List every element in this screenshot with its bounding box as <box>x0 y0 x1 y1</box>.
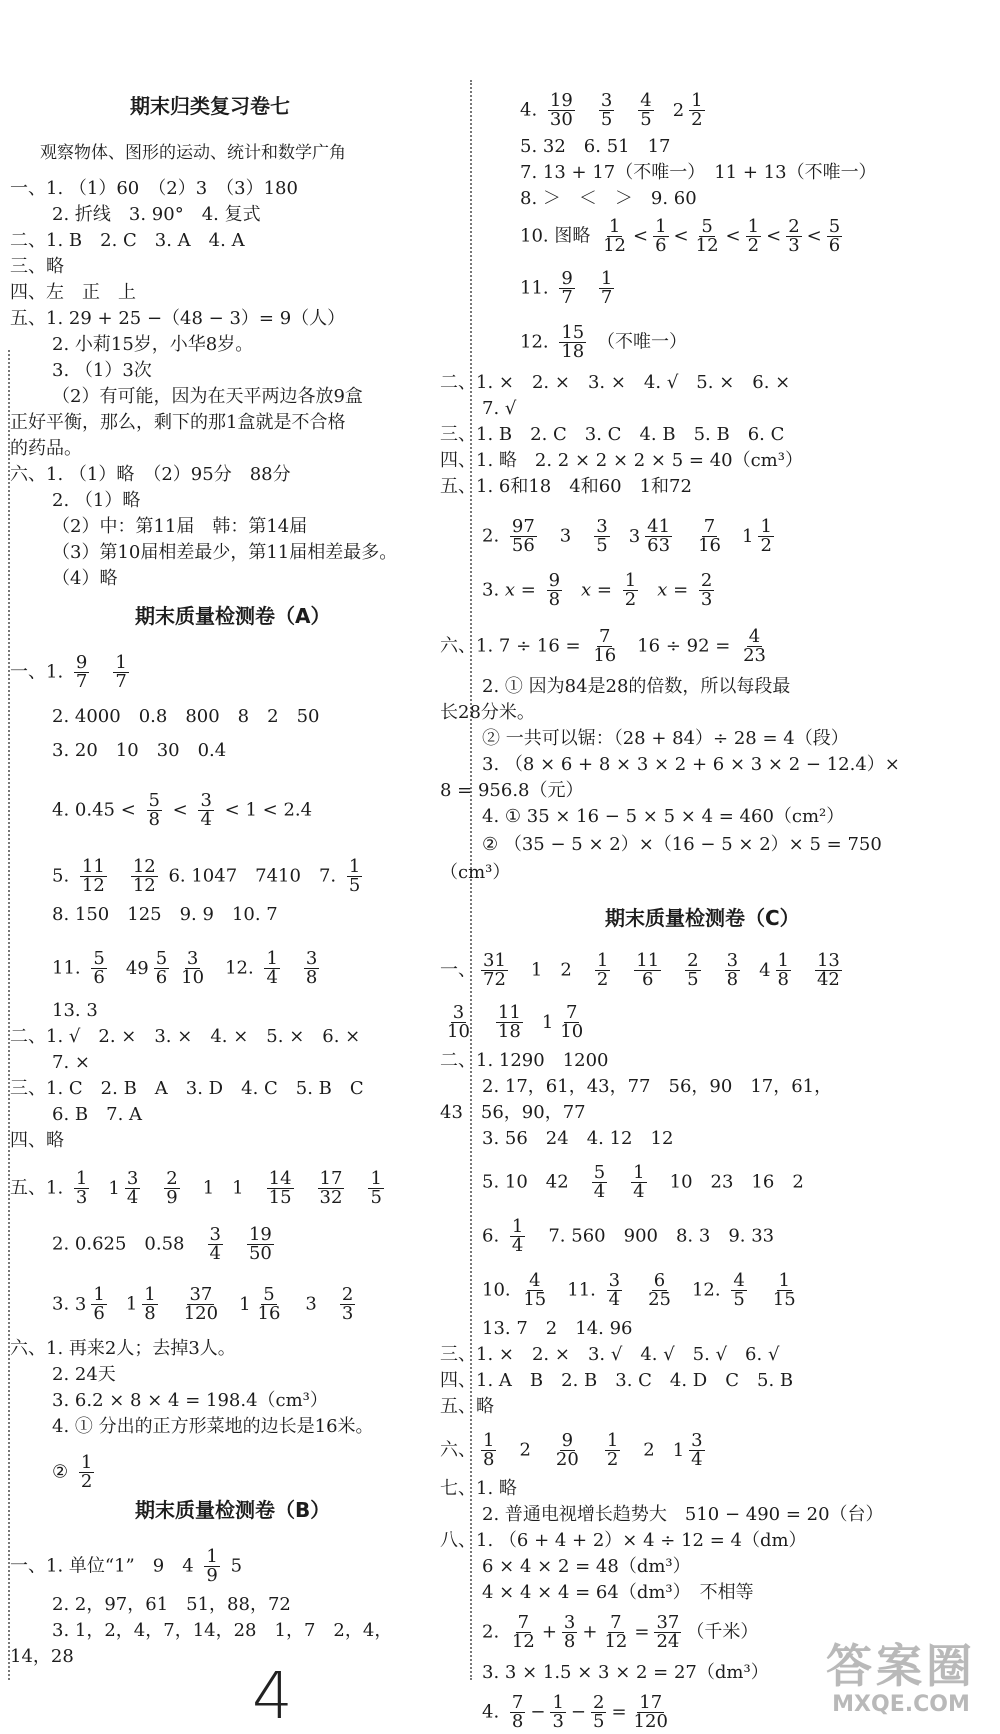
answer-line: 二、1. 1290 1200 <box>440 1050 609 1071</box>
answer-line: 4. 0.45 < $\frac{5}{8}$ < $\frac{3}{4}$ < 1 < 2.4 <box>52 790 313 830</box>
answer-line: 3. （1）3次 <box>52 360 152 381</box>
answer-line: 2. 普通电视增长趋势大 510 − 490 = 20（台） <box>482 1504 884 1525</box>
answer-line: 2. 0.625 0.58 $\frac{3}{4}$ $\frac{19}{50}$ <box>52 1224 272 1264</box>
answer-line: 六、 $\frac{1}{8}$ 2 $\frac{9}{20}$ $\frac{1}{2}$ 2 1 $\frac{3}{4}$ <box>440 1430 703 1470</box>
answer-line: 4. $\frac{19}{30}$ $\frac{3}{5}$ $\frac{4}{5}$ 2 $\frac{1}{2}$ <box>520 90 703 130</box>
answer-line: 长28分米。 <box>440 702 535 723</box>
answer-line: 2. 小莉15岁，小华8岁。 <box>52 334 254 355</box>
answer-line: 6 × 4 × 2 = 48（dm³） <box>482 1556 691 1577</box>
answer-line: 11. $\frac{9}{7}$ $\frac{1}{7}$ <box>520 268 613 308</box>
left-margin-dotted-line <box>8 350 10 1680</box>
answer-line: 2. 4000 0.8 800 8 2 50 <box>52 706 320 727</box>
answer-line: （3）第10届相差最少，第11届相差最多。 <box>52 542 398 563</box>
answer-line: 5. $\frac{11}{12}$ $\frac{12}{12}$ 6. 1047 7410 7. $\frac{1}{5}$ <box>52 856 361 896</box>
answer-line: 3. 1，2，4，7，14，28 1，7 2，4， <box>52 1620 393 1641</box>
answer-line: 三、1. B 2. C 3. C 4. B 5. B 6. C <box>440 424 785 445</box>
answer-line: 10. $\frac{4}{15}$ 11. $\frac{3}{4}$ $\frac{6}{25}$ 12. $\frac{4}{5}$ $\frac{1}{15}$ <box>482 1270 796 1310</box>
answer-label: 一、1. 单位“1” 9 4 <box>10 1555 194 1577</box>
answer-line: 一、 $\frac{31}{72}$ 1 2 $\frac{1}{2}$ $\frac{11}{6}$ $\frac{2}{5}$ $\frac{3}{8}$ 4 $\frac{1}{8}$ $\frac{13}{42}$ <box>440 950 840 990</box>
answer-line: 8 = 956.8（元） <box>440 780 584 801</box>
answer-line: 四、1. 略 2. 2 × 2 × 2 × 5 = 40（cm³） <box>440 450 803 471</box>
answer-line: 3. 6.2 × 8 × 4 = 198.4（cm³） <box>52 1390 328 1411</box>
answer-line: 5. 32 6. 51 17 <box>520 136 671 157</box>
answer-line: 2. 折线 3. 90° 4. 复式 <box>52 204 261 225</box>
answer-line: 一、1. （1）60 （2）3 （3）180 <box>10 178 298 199</box>
watermark <box>826 1630 976 1717</box>
answer-line: 6. B 7. A <box>52 1104 143 1125</box>
answer-line: 8. 150 125 9. 9 10. 7 <box>52 904 278 925</box>
answer-line: 43 56，90，77 <box>440 1102 586 1123</box>
answer-line: 四、1. A B 2. B 3. C 4. D C 5. B <box>440 1370 794 1391</box>
answer-line: 六、1. （1）略 （2）95分 88分 <box>10 464 291 485</box>
answer-line: 三、略 <box>10 256 64 277</box>
examB-title: 期末质量检测卷（B） <box>135 1498 331 1522</box>
answer-line: 三、1. × 2. × 3. √ 4. √ 5. √ 6. √ <box>440 1344 780 1365</box>
answer-line: 3. 3 × 1.5 × 3 × 2 = 27（dm³） <box>482 1662 769 1683</box>
answer-line: 六、1. 7 ÷ 16 = $\frac{7}{16}$ 16 ÷ 92 = $\frac{4}{23}$ <box>440 626 766 666</box>
answer-line: 4. ① 分出的正方形菜地的边长是16米。 <box>52 1416 374 1437</box>
answer-line: 2. 17，61，43，77 56，90 17，61， <box>482 1076 833 1097</box>
answer-line: 8. ＞ ＜ ＞ 9. 60 <box>520 188 697 209</box>
answer-line: 12. $\frac{15}{18}$ （不唯一） <box>520 322 687 362</box>
answer-line: 2. $\frac{97}{56}$ 3 $\frac{3}{5}$ 3 $\frac{41}{63}$ $\frac{7}{16}$ 1 $\frac{1}{2}$ <box>482 516 772 556</box>
answer-line: 11. $\frac{5}{6}$ 49 $\frac{5}{6}$ $\frac{3}{10}$ 12. $\frac{1}{4}$ $\frac{3}{8}$ <box>52 948 318 988</box>
answer-line: 四、略 <box>10 1130 64 1151</box>
answer-line: 2. （1）略 <box>52 490 141 511</box>
answer-line: 2. 2，97，61 51，88，72 <box>52 1594 291 1615</box>
answer-line: ② $\frac{1}{2}$ <box>52 1452 93 1492</box>
answer-label: 10. 图略 <box>520 225 591 247</box>
answer-line: 三、1. C 2. B A 3. D 4. C 5. B C <box>10 1078 364 1099</box>
answer-line: ② （35 − 5 × 2）×（16 − 5 × 2）× 5 = 750 <box>482 834 882 855</box>
answer-line: 二、1. B 2. C 3. A 4. A <box>10 230 245 251</box>
examA-title: 期末质量检测卷（A） <box>135 604 331 628</box>
answer-line: 5. 10 42 $\frac{5}{4}$ $\frac{1}{4}$ 10 23 16 2 <box>482 1162 804 1202</box>
answer-line: 四、左 正 上 <box>10 282 136 303</box>
answer-line: 七、1. 略 <box>440 1478 517 1499</box>
answer-line: 正好平衡，那么，剩下的那1盒就是不合格 <box>10 412 346 433</box>
answer-line: 一、1. $\frac{9}{7}$ $\frac{1}{7}$ <box>10 652 127 692</box>
answer-line: 八、1. （6 + 4 + 2）× 4 ÷ 12 = 4（dm） <box>440 1530 807 1551</box>
answer-line: 4 × 4 × 4 = 64（dm³） 不相等 <box>482 1582 754 1603</box>
answer-line: 7. 13 + 17（不唯一） 11 + 13（不唯一） <box>520 162 877 183</box>
answer-line: （2）有可能，因为在天平两边各放9盒 <box>52 386 363 407</box>
page-number: 4 <box>252 1660 293 1734</box>
answer-line: 六、1. 再来2人；去掉3人。 <box>10 1338 236 1359</box>
answer-line: 五、略 <box>440 1396 494 1417</box>
answer-line: 3. 3 $\frac{1}{6}$ 1 $\frac{1}{8}$ $\frac{37}{120}$ 1 $\frac{5}{16}$ 3 $\frac{2}{3}$ <box>52 1284 354 1324</box>
answer-line: ② 一共可以锯：（28 + 84）÷ 28 = 4（段） <box>482 728 849 749</box>
answer-line: 6. $\frac{1}{4}$ 7. 560 900 8. 3 9. 33 <box>482 1216 775 1256</box>
answer-line: 7. × <box>52 1052 90 1073</box>
examC-title: 期末质量检测卷（C） <box>605 906 800 930</box>
answer-line: 14，28 <box>10 1646 74 1667</box>
answer-line: （cm³） <box>440 862 511 883</box>
answer-line: （4）略 <box>52 568 118 589</box>
answer-line: 一、1. 单位“1” 9 4 $\frac{1}{9}$ 5 <box>10 1546 243 1586</box>
answer-line: 3. 56 24 4. 12 12 <box>482 1128 674 1149</box>
answer-label: ② <box>52 1461 69 1483</box>
answer-line: 4. ① 35 × 16 − 5 × 5 × 4 = 460（cm²） <box>482 806 845 827</box>
watermark-logo: 答案圈 <box>826 1639 976 1693</box>
answer-line: 7. √ <box>482 398 517 419</box>
answer-line: $\frac{3}{10}$ $\frac{11}{18}$ 1 $\frac{7}{10}$ <box>447 1002 584 1042</box>
answer-line: 2. ① 因为84是28的倍数，所以每段最 <box>482 676 791 697</box>
review7-subtitle: 观察物体、图形的运动、统计和数学广角 <box>40 143 346 163</box>
answer-line: 3. （8 × 6 + 8 × 3 × 2 + 6 × 3 × 2 − 12.4）× <box>482 754 900 775</box>
answer-label: 5 <box>230 1555 243 1577</box>
answer-line: 二、1. √ 2. × 3. × 4. × 5. × 6. × <box>10 1026 361 1047</box>
answer-line: 2. $\frac{7}{12}$ + $\frac{3}{8}$ + $\frac{7}{12}$ = $\frac{37}{24}$ （千米） <box>482 1612 759 1652</box>
answer-line: 10. 图略 $\frac{1}{12}$ < $\frac{1}{6}$ < $\frac{5}{12}$ < $\frac{1}{2}$ < $\frac{2}{3}$ < $\frac{5}{6}$ <box>520 216 841 256</box>
answer-line: 五、1. 6和18 4和60 1和72 <box>440 476 692 497</box>
review7-title: 期末归类复习卷七 <box>130 94 290 118</box>
answer-label: （不唯一） <box>597 331 687 353</box>
answer-line: （2）中：第11届 韩：第14届 <box>52 516 308 537</box>
answer-line: 二、1. × 2. × 3. × 4. √ 5. × 6. × <box>440 372 791 393</box>
answer-line: 的药品。 <box>10 438 82 459</box>
answer-line: 13. 3 <box>52 1000 98 1021</box>
answer-line: 五、1. 29 + 25 −（48 − 3）= 9（人） <box>10 308 346 329</box>
answer-line: 3. x = $\frac{9}{8}$ x = $\frac{1}{2}$ x = $\frac{2}{3}$ <box>482 570 713 610</box>
answer-line: 2. 24天 <box>52 1364 116 1385</box>
answer-line: 五、1. $\frac{1}{3}$ 1 $\frac{3}{4}$ $\frac{2}{9}$ 1 1 $\frac{14}{15}$ $\frac{17}{32}$ $\frac{1}{5}$ <box>10 1168 382 1208</box>
answer-line: 13. 7 2 14. 96 <box>482 1318 633 1339</box>
answer-line: 4. $\frac{7}{8}$ − $\frac{1}{3}$ − $\frac{2}{5}$ = $\frac{17}{120}$ <box>482 1692 668 1732</box>
answer-line: 3. 20 10 30 0.4 <box>52 740 227 761</box>
watermark-url: MXQE.COM <box>832 1692 970 1717</box>
